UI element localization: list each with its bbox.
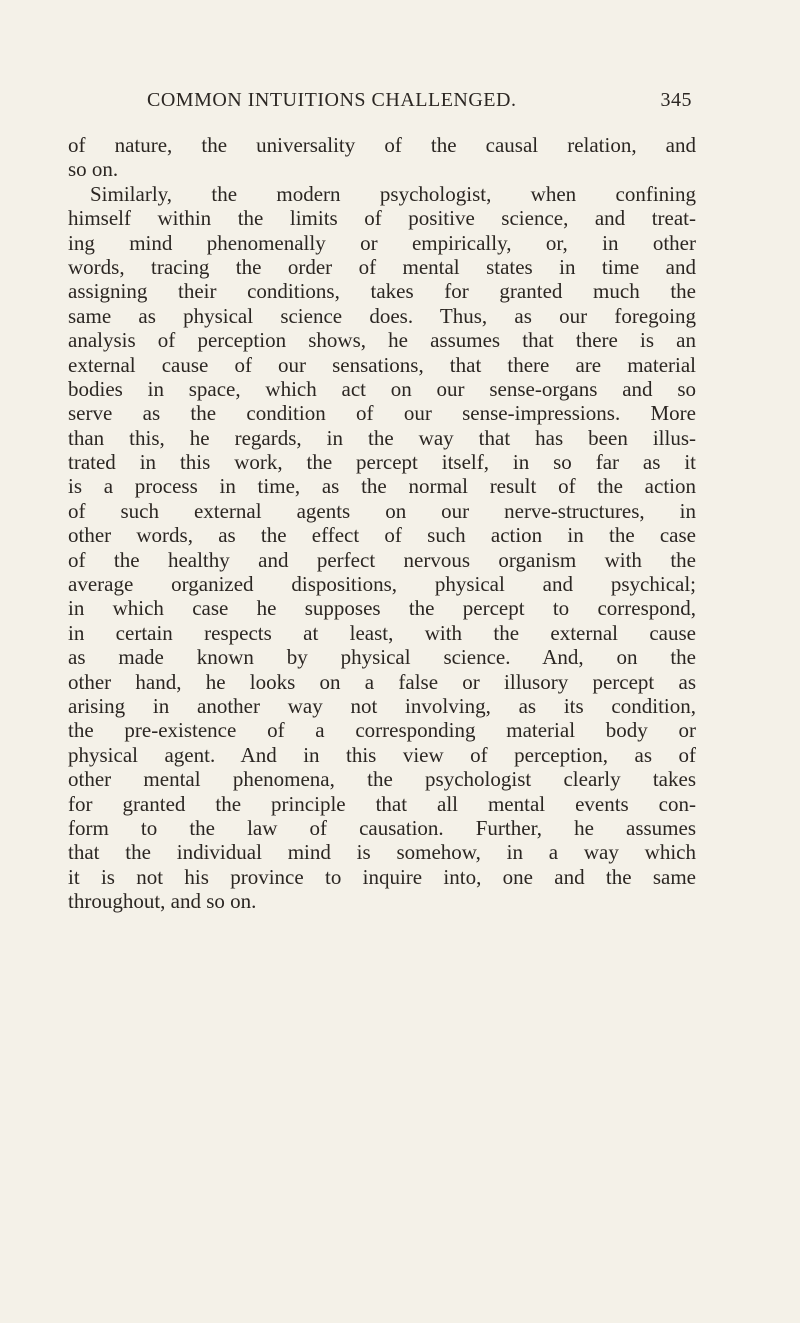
text-line: of such external agents on our nerve-structures, in (68, 498, 696, 523)
text-line: in which case he supposes the percept to correspond, (68, 596, 696, 621)
text-line: form to the law of causation. Further, he assumes (68, 815, 696, 840)
page-number: 345 (660, 89, 692, 111)
text-line: analysis of perception shows, he assumes that there is an (68, 328, 696, 353)
text-line: physical agent. And in this view of perception, as of (68, 742, 696, 767)
text-line: himself within the limits of positive science, and treat- (68, 206, 696, 231)
text-line: words, tracing the order of mental states in time and (68, 254, 696, 279)
running-head: COMMON INTUITIONS CHALLENGED. (147, 89, 517, 111)
text-line: arising in another way not involving, as its condition, (68, 693, 696, 718)
text-line: bodies in space, which act on our sense-organs and so (68, 376, 696, 401)
text-line: other words, as the effect of such action in the case (68, 523, 696, 548)
text-line: for granted the principle that all mental events con- (68, 791, 696, 816)
text-line: that the individual mind is somehow, in a way which (68, 840, 696, 865)
page-header (147, 89, 692, 117)
text-line: other hand, he looks on a false or illusory percept as (68, 669, 696, 694)
text-line: Similarly, the modern psychologist, when confining (90, 181, 696, 206)
text-line: than this, he regards, in the way that has been illus- (68, 425, 696, 450)
text-line: so on. (68, 157, 119, 182)
text-line: of the healthy and perfect nervous organism with the (68, 547, 696, 572)
text-line: trated in this work, the percept itself, in so far as it (68, 450, 696, 475)
text-line: throughout, and so on. (68, 889, 257, 914)
text-line: other mental phenomena, the psychologist clearly takes (68, 767, 696, 792)
text-line: serve as the condition of our sense-impressions. More (68, 401, 696, 426)
text-line: is a process in time, as the normal result of the action (68, 474, 696, 499)
text-line: same as physical science does. Thus, as our foregoing (68, 303, 696, 328)
text-line: as made known by physical science. And, on the (68, 645, 696, 670)
text-line: ing mind phenomenally or empirically, or, in other (68, 230, 696, 255)
body-text (68, 133, 696, 914)
text-line: the pre-existence of a corresponding material body or (68, 718, 696, 743)
text-line: of nature, the universality of the causal relation, and (68, 133, 696, 157)
text-line: assigning their conditions, takes for granted much the (68, 279, 696, 304)
text-line: it is not his province to inquire into, one and the same (68, 864, 696, 889)
text-line: external cause of our sensations, that there are material (68, 352, 696, 377)
text-line: average organized dispositions, physical and psychical; (68, 572, 696, 597)
text-line: in certain respects at least, with the external cause (68, 620, 696, 645)
